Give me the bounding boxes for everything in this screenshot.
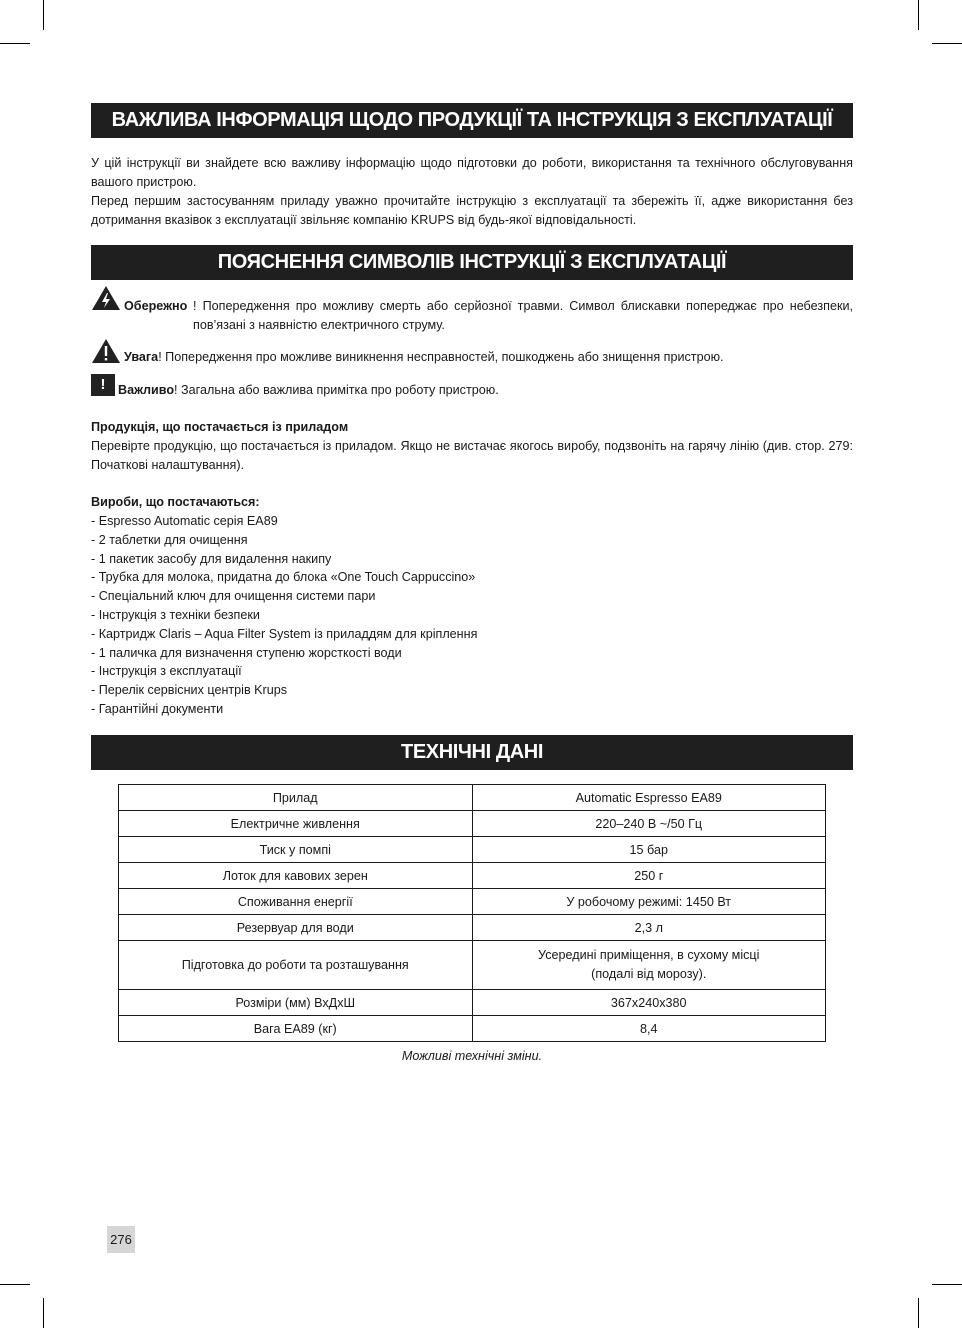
crop-mark xyxy=(932,43,962,44)
intro-paragraph-2: Перед першим застосуванням приладу уважно прочитайте інструкцію з експлуатації та збережіть її, адже використання без дотримання вказівок з експлуатації звільняє компанію KRUPS від будь-якої відповідальності. xyxy=(91,194,853,227)
lightning-warning-icon xyxy=(91,285,121,311)
table-row xyxy=(119,915,826,941)
list-item: - Картридж Claris – Aqua Filter System із приладдям для кріплення xyxy=(91,626,478,641)
delivered-title: Продукція, що постачається із приладом xyxy=(91,420,349,434)
spec-name: Прилад xyxy=(119,785,473,811)
table-row xyxy=(119,811,826,837)
section-header-important-info: ВАЖЛИВА ІНФОРМАЦІЯ ЩОДО ПРОДУКЦІЇ ТА ІНСТРУКЦІЯ З ЕКСПЛУАТАЦІЇ xyxy=(91,103,853,138)
delivered-text: Перевірте продукцію, що постачається із приладом. Якщо не вистачає якогось виробу, подзвоніть на гарячу лінію (див. стор. 279: Початкові налаштування). xyxy=(91,439,853,472)
items-list xyxy=(91,512,853,719)
table-row xyxy=(119,863,826,889)
table-row xyxy=(119,1016,826,1042)
table-row xyxy=(119,785,826,811)
list-item: - Гарантійні документи xyxy=(91,701,224,716)
list-item: - Спеціальний ключ для очищення системи пари xyxy=(91,589,376,604)
symbol-important-label: Важливо xyxy=(118,383,175,397)
list-item: - 1 паличка для визначення ступеню жорсткості води xyxy=(91,645,402,660)
spec-name: Тиск у помпі xyxy=(119,837,473,863)
symbol-attention-text: ! Попередження про можливе виникнення несправностей, пошкоджень або знищення пристрою. xyxy=(158,350,724,364)
spec-value xyxy=(472,941,826,990)
list-item: - Перелік сервісних центрів Krups xyxy=(91,683,288,698)
page-number: 276 xyxy=(107,1226,135,1253)
symbol-attention-label: Увага xyxy=(124,350,159,364)
intro-paragraph-1: У цій інструкції ви знайдете всю важливу інформацію щодо підготовки до роботи, використання та технічного обслуговування вашого пристрою. xyxy=(91,156,853,189)
technical-changes-note: Можливі технічні зміни. xyxy=(401,1049,543,1063)
section-header-symbols: ПОЯСНЕННЯ СИМВОЛІВ ІНСТРУКЦІЇ З ЕКСПЛУАТАЦІЇ xyxy=(91,245,853,280)
list-item: - Трубка для молока, придатна до блока «One Touch Cappuccino» xyxy=(91,570,476,585)
crop-mark xyxy=(918,0,919,30)
list-item: - Espresso Automatic серія EA89 xyxy=(91,514,278,528)
crop-mark xyxy=(43,0,44,30)
list-item: - 2 таблетки для очищення xyxy=(91,532,248,547)
section-header-tech-data: ТЕХНІЧНІ ДАНІ xyxy=(91,735,853,770)
spec-value: 220–240 В ~/50 Гц xyxy=(472,811,826,837)
symbol-important-text: ! Загальна або важлива примітка про роботу пристрою. xyxy=(174,383,499,397)
spec-name: Вага EA89 (кг) xyxy=(119,1016,473,1042)
spec-value: У робочому режимі: 1450 Вт xyxy=(472,889,826,915)
spec-name: Електричне живлення xyxy=(119,811,473,837)
spec-value: 8,4 xyxy=(472,1016,826,1042)
spec-value: Automatic Espresso EA89 xyxy=(472,785,826,811)
table-row xyxy=(119,837,826,863)
symbol-caution-text: ! Попередження про можливу смерть або серйозної травми. Символ блискавки попереджає про небезпеки, пов’язані з наявністю електричного струму. xyxy=(193,299,853,332)
crop-mark xyxy=(0,43,30,44)
spec-name: Резервуар для води xyxy=(119,915,473,941)
exclamation-triangle-icon xyxy=(91,338,121,364)
crop-mark xyxy=(918,1298,919,1328)
table-row xyxy=(119,889,826,915)
spec-value-line: Усередині приміщення, в сухому місці xyxy=(538,948,760,962)
symbol-caution-label: Обережно xyxy=(124,299,188,313)
crop-mark xyxy=(43,1298,44,1328)
spec-name: Розміри (мм) ВхДхШ xyxy=(119,990,473,1016)
spec-name: Лоток для кавових зерен xyxy=(119,863,473,889)
items-title: Вироби, що постачаються: xyxy=(91,495,260,509)
list-item: - Інструкція з техніки безпеки xyxy=(91,607,260,622)
table-row xyxy=(119,941,826,990)
crop-mark xyxy=(0,1284,30,1285)
spec-value: 250 г xyxy=(472,863,826,889)
spec-name: Підготовка до роботи та розташування xyxy=(119,941,473,990)
spec-value: 367x240x380 xyxy=(472,990,826,1016)
crop-mark xyxy=(932,1284,962,1285)
exclamation-box-icon: ! xyxy=(91,374,115,396)
table-row xyxy=(119,990,826,1016)
spec-name: Споживання енергії xyxy=(119,889,473,915)
spec-value: 15 бар xyxy=(472,837,826,863)
tech-specs-table xyxy=(118,784,826,1042)
list-item: - 1 пакетик засобу для видалення накипу xyxy=(91,551,332,566)
spec-value-line: (подалі від морозу). xyxy=(591,967,707,981)
list-item: - Інструкція з експлуатації xyxy=(91,664,242,679)
spec-value: 2,3 л xyxy=(472,915,826,941)
